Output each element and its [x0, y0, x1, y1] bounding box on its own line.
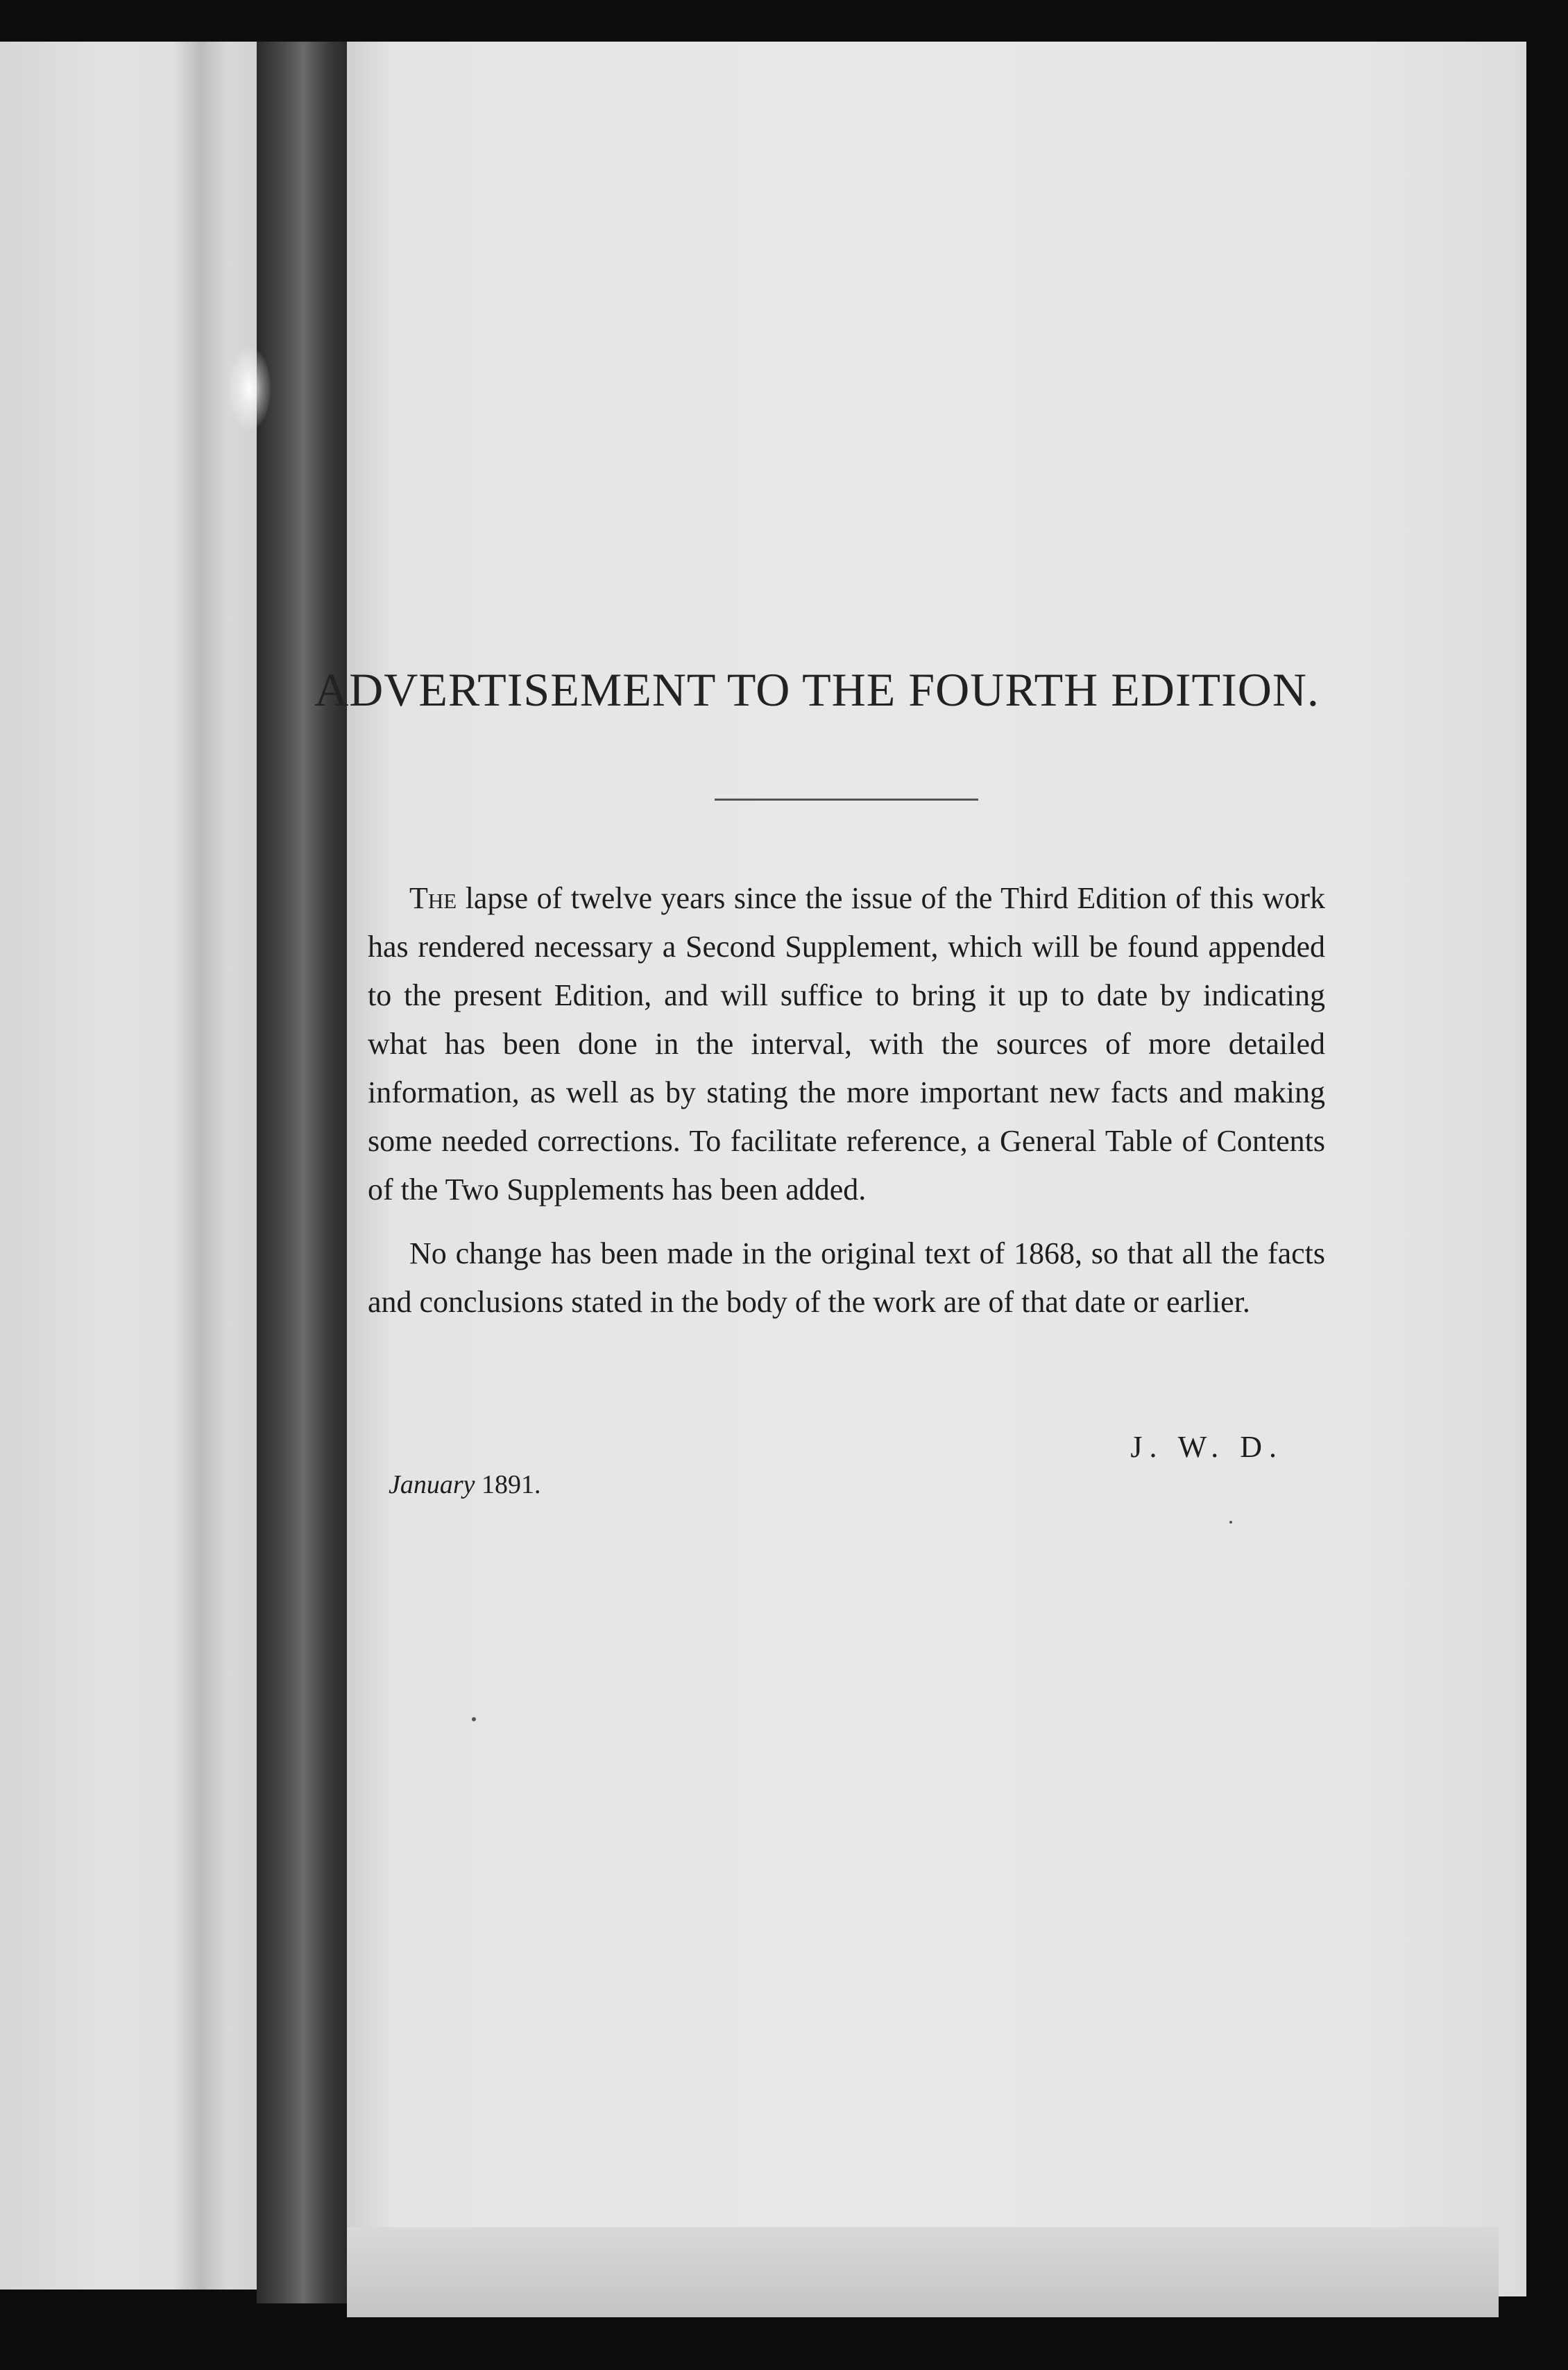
dust-speck	[1229, 1521, 1232, 1524]
date-month: January	[389, 1470, 475, 1499]
dust-speck	[472, 1717, 476, 1721]
book-gutter	[257, 42, 361, 2303]
paragraph-first-text: lapse of twelve years since the issue of the Third Edition of this work has rendered necessary a Second Supplement, which will be found appended to the present Edition, and will suffice to bring it up to date by indicating what has been done in the interval, with the sources of more detailed information, as well as by stating the more important new facts and making some needed corrections. To facilitate reference, a General Table of Contents of the Two Supplements has been added.	[368, 881, 1326, 1207]
date-year: 1891.	[482, 1470, 541, 1499]
left-page-fold-shadow	[173, 42, 229, 2290]
paragraph-lead-word: The	[409, 881, 457, 915]
page-title: ADVERTISEMENT TO THE FOURTH EDITION.	[314, 663, 1320, 716]
light-glare	[229, 347, 271, 430]
author-initials: J. W. D.	[1130, 1430, 1284, 1464]
title-rule	[715, 799, 978, 801]
dateline	[389, 1469, 541, 1500]
page-bottom-edge	[347, 2227, 1499, 2317]
body-text	[368, 874, 1325, 1342]
paragraph-first	[368, 874, 1325, 1214]
paragraph-second: No change has been made in the original text of 1868, so that all the facts and conclusions stated in the body of the work are of that date or earlier.	[368, 1236, 1325, 1319]
